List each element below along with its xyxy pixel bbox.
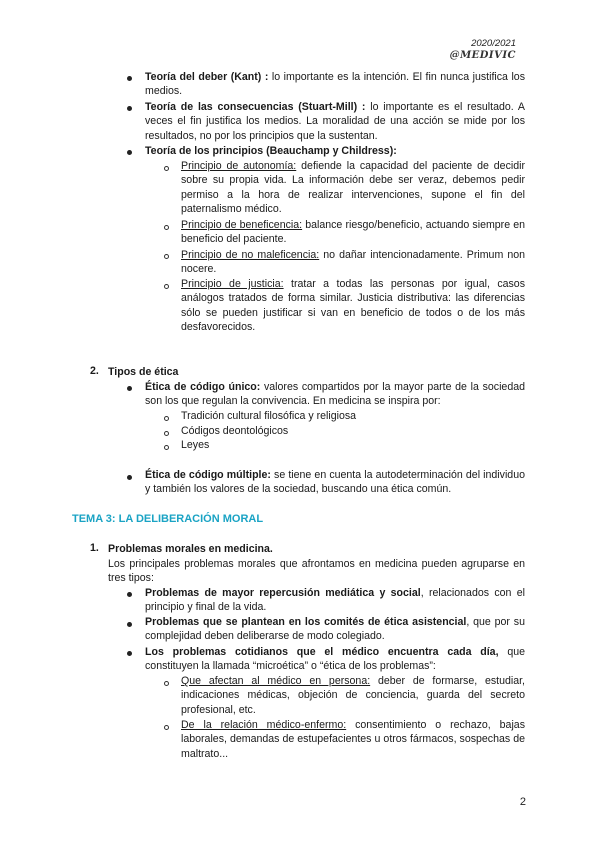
item-text: , que por su complejidad deben deliberarse de modo colegiado. xyxy=(145,616,525,643)
item-title: Problemas de mayor repercusión mediática y social xyxy=(145,587,421,599)
item-title: Los problemas cotidianos que el médico encuentra cada día, xyxy=(145,646,499,658)
principle-text: tratar a todas las personas por igual, casos análogos tratados de forma similar. Justicia distributiva: las diferencias sólo se pueden justificar si van en beneficio de todos o de los más desfavorecidos. xyxy=(181,278,525,334)
circle-bullet-icon xyxy=(164,725,169,730)
bullet-icon xyxy=(127,76,132,81)
section-number: 1. xyxy=(90,542,99,554)
circle-bullet-icon xyxy=(164,431,169,436)
list-item-problemas-mediaticos xyxy=(145,586,525,615)
principle-justicia xyxy=(181,277,525,335)
circle-bullet-icon xyxy=(164,166,169,171)
bullet-icon xyxy=(127,386,132,391)
subitem-medico-persona xyxy=(181,674,525,717)
principle-term: Principio de no maleficencia: xyxy=(181,249,320,261)
bullet-icon xyxy=(127,150,132,155)
sub-item: Leyes xyxy=(181,439,210,451)
subitem-term: De la relación médico-enfermo: xyxy=(181,719,347,731)
item-text: lo importante es la intención. El fin nunca justifica los medios. xyxy=(145,71,525,98)
principle-text: defiende la capacidad del paciente de decidir sobre su propia vida. La información debe ser veraz, debemos pedir permiso a la hora de realizar intervenciones, supone el fin del paternalismo médico. xyxy=(181,160,525,216)
item-title: Teoría de los principios (Beauchamp y Childress): xyxy=(145,145,397,157)
bullet-icon xyxy=(127,622,132,627)
header-brand-logo: @MEDIVIC xyxy=(449,50,516,61)
item-title: Teoría de las consecuencias (Stuart-Mill) : xyxy=(145,101,366,113)
item-title: Ética de código único: xyxy=(145,381,261,393)
bullet-icon xyxy=(127,651,132,656)
circle-bullet-icon xyxy=(164,254,169,259)
principle-text: balance riesgo/beneficio, actuando siempre en beneficio del paciente. xyxy=(181,219,525,246)
header-year: 2020/2021 xyxy=(471,38,516,49)
tema-title: TEMA 3: LA DELIBERACIÓN MORAL xyxy=(72,513,264,525)
list-item-teoria-consecuencias xyxy=(145,100,525,143)
item-text: se tiene en cuenta la autodeterminación del individuo y también los valores de la sociedad, buscando una ética común. xyxy=(145,469,525,496)
item-text: que constituyen la llamada “microética” o “ética de los problemas”: xyxy=(145,646,526,673)
item-title: Teoría del deber (Kant) : xyxy=(145,71,269,83)
bullet-icon xyxy=(127,106,132,111)
section-heading-tipos: Tipos de ética xyxy=(108,366,179,378)
item-title: Problemas que se plantean en los comités de ética asistencial xyxy=(145,616,467,628)
sub-item: Códigos deontológicos xyxy=(181,425,289,437)
circle-bullet-icon xyxy=(164,225,169,230)
list-item-codigo-unico xyxy=(145,380,525,409)
item-text: lo importante es el resultado. A veces el fin justifica los medios. La moralidad de una acción se mide por los resultados, no por los principios que la sustentan. xyxy=(145,101,525,142)
circle-bullet-icon xyxy=(164,681,169,686)
bullet-icon xyxy=(127,592,132,597)
item-title: Ética de código múltiple: xyxy=(145,469,271,481)
principle-term: Principio de justicia: xyxy=(181,278,284,290)
principle-term: Principio de autonomía: xyxy=(181,160,297,172)
sub-item: Tradición cultural filosófica y religiosa xyxy=(181,410,357,422)
circle-bullet-icon xyxy=(164,416,169,421)
principle-term: Principio de beneficencia: xyxy=(181,219,303,231)
subitem-text: deber de formarse, estudiar, indicaciones médicas, objeción de conciencia, guarda del secreto profesional, etc. xyxy=(181,675,525,716)
section-heading-problemas: Problemas morales en medicina. xyxy=(108,543,273,555)
subitem-term: Que afectan al médico en persona: xyxy=(181,675,371,687)
principle-autonomia xyxy=(181,159,525,217)
subitem-relacion-medico-enfermo xyxy=(181,718,525,761)
circle-bullet-icon xyxy=(164,445,169,450)
list-item-teoria-principios xyxy=(145,144,525,158)
subitem-text: consentimiento o rechazo, bajas laborales, demandas de estupefacientes u otros fármacos, sospechas de maltrato... xyxy=(181,719,525,760)
section-number: 2. xyxy=(90,365,99,377)
bullet-icon xyxy=(127,475,132,480)
list-item-teoria-deber xyxy=(145,70,525,99)
list-item-problemas-cotidianos xyxy=(145,645,525,674)
list-item-codigo-multiple xyxy=(145,468,525,497)
item-text: , relacionados con el principio y final de la vida. xyxy=(145,587,525,614)
principle-no-maleficencia xyxy=(181,248,525,277)
section-intro: Los principales problemas morales que afrontamos en medicina pueden agruparse en tres tipos: xyxy=(108,558,525,585)
principle-beneficencia xyxy=(181,218,525,247)
page-number: 2 xyxy=(519,796,526,808)
circle-bullet-icon xyxy=(164,284,169,289)
list-item-comites-etica xyxy=(145,615,525,644)
principle-text: no dañar intencionadamente. Primum non nocere. xyxy=(181,249,525,276)
item-text: valores compartidos por la mayor parte de la sociedad son los que regulan la convivencia. En medicina se inspira por: xyxy=(145,381,525,408)
